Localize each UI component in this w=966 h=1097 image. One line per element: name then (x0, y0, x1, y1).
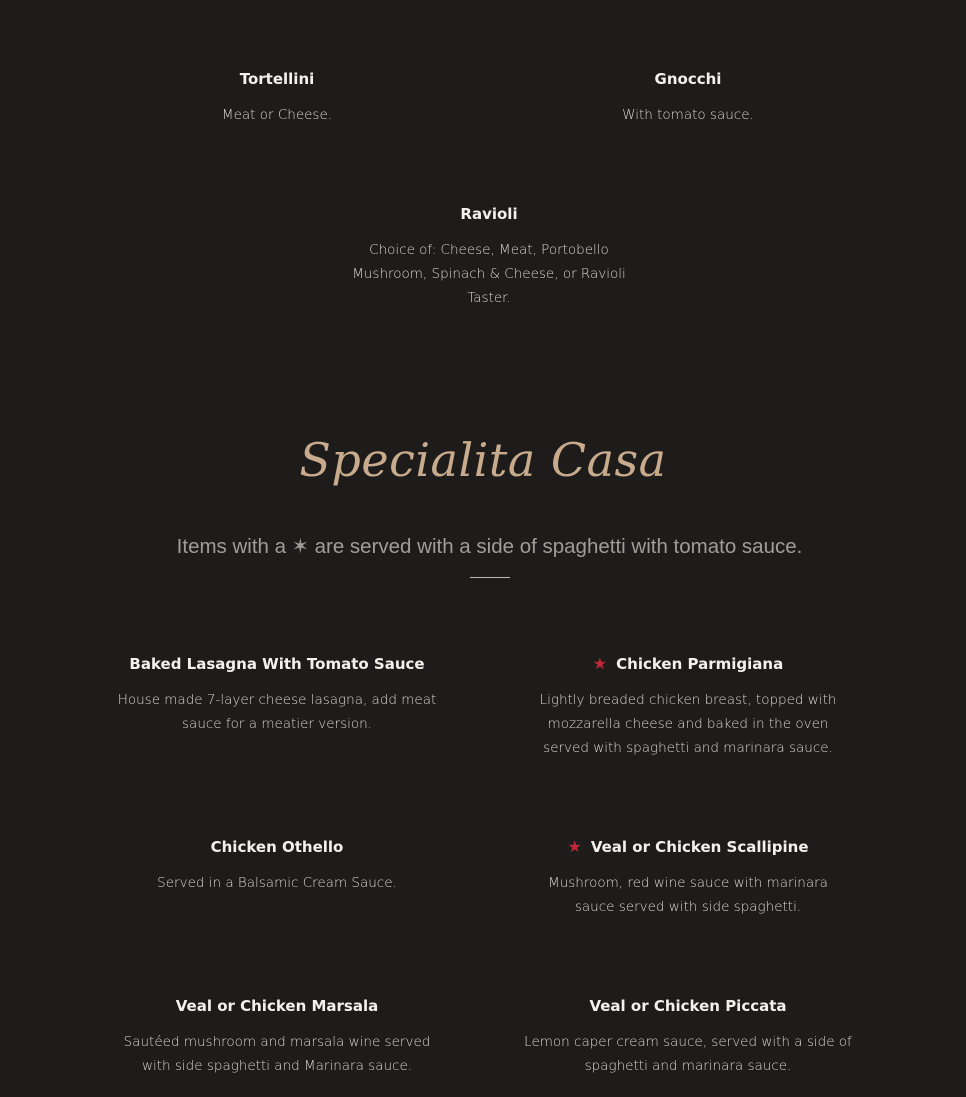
menu-item-description (508, 1030, 868, 1078)
description-line: Sautéed mushroom and marsala wine served (123, 1034, 431, 1050)
menu-item-chicken-parmigiana (508, 654, 868, 756)
menu-item-title: Veal or Chicken Marsala (175, 997, 379, 1015)
menu-item-veal-chicken-scallipine (508, 837, 868, 915)
section-note: Items with a ✶ are served with a side of spaghetti with tomato sauce. (176, 535, 803, 558)
description-line: Mushroom, Spinach & Cheese, or Ravioli (352, 266, 626, 282)
menu-item-description: Meat or Cheese. (221, 107, 333, 123)
menu-item-chicken-othello (107, 837, 447, 891)
menu-item-description (107, 688, 447, 736)
menu-item-baked-lasagna (107, 654, 447, 732)
menu-item-veal-chicken-piccata (508, 996, 868, 1074)
menu-item-gnocchi (538, 69, 838, 123)
menu-item-title: Gnocchi (654, 70, 722, 88)
menu-item-veal-chicken-marsala (107, 996, 447, 1074)
menu-item-description: With tomato sauce. (622, 107, 754, 123)
menu-item-title-text: Chicken Parmigiana (616, 655, 784, 673)
menu-item-title: Veal or Chicken Piccata (589, 997, 787, 1015)
section-divider (470, 577, 510, 578)
menu-item-description (107, 1030, 447, 1078)
menu-item-description (107, 871, 447, 895)
star-icon: ★ (592, 654, 608, 673)
menu-item-ravioli (339, 204, 639, 306)
description-line: sauce served with side spaghetti. (574, 899, 802, 915)
star-icon: ★ (567, 837, 582, 856)
section-heading: Specialita Casa (299, 433, 667, 487)
description-line: sauce for a meatier version. (182, 716, 372, 732)
menu-item-description (339, 238, 639, 310)
description-line: Taster. (467, 290, 511, 306)
menu-item-title: Tortellini (239, 70, 315, 88)
description-line: mozzarella cheese and baked in the oven (547, 716, 829, 732)
description-line: House made 7-layer cheese lasagna, add meat (117, 692, 437, 708)
menu-item-title: Baked Lasagna With Tomato Sauce (129, 655, 425, 673)
description-line: Served in a Balsamic Cream Sauce. (157, 875, 397, 891)
description-line: Mushroom, red wine sauce with marinara (548, 875, 828, 891)
description-line: Lightly breaded chicken breast, topped with (539, 692, 837, 708)
menu-item-title (508, 654, 868, 674)
menu-item-title-text: Veal or Chicken Scallipine (590, 838, 809, 856)
menu-item-title: Chicken Othello (210, 838, 344, 856)
description-line: served with spaghetti and marinara sauce. (543, 740, 833, 756)
menu-item-title (508, 837, 868, 857)
menu-item-tortellini (127, 69, 427, 123)
menu-item-title: Ravioli (460, 205, 518, 223)
description-line: Choice of: Cheese, Meat, Portobello (369, 242, 609, 258)
menu-item-description (508, 871, 868, 919)
description-line: with side spaghetti and Marinara sauce. (141, 1058, 413, 1074)
description-line: spaghetti and marinara sauce. (584, 1058, 792, 1074)
menu-item-description (508, 688, 868, 760)
description-line: Lemon caper cream sauce, served with a side of (524, 1034, 852, 1050)
